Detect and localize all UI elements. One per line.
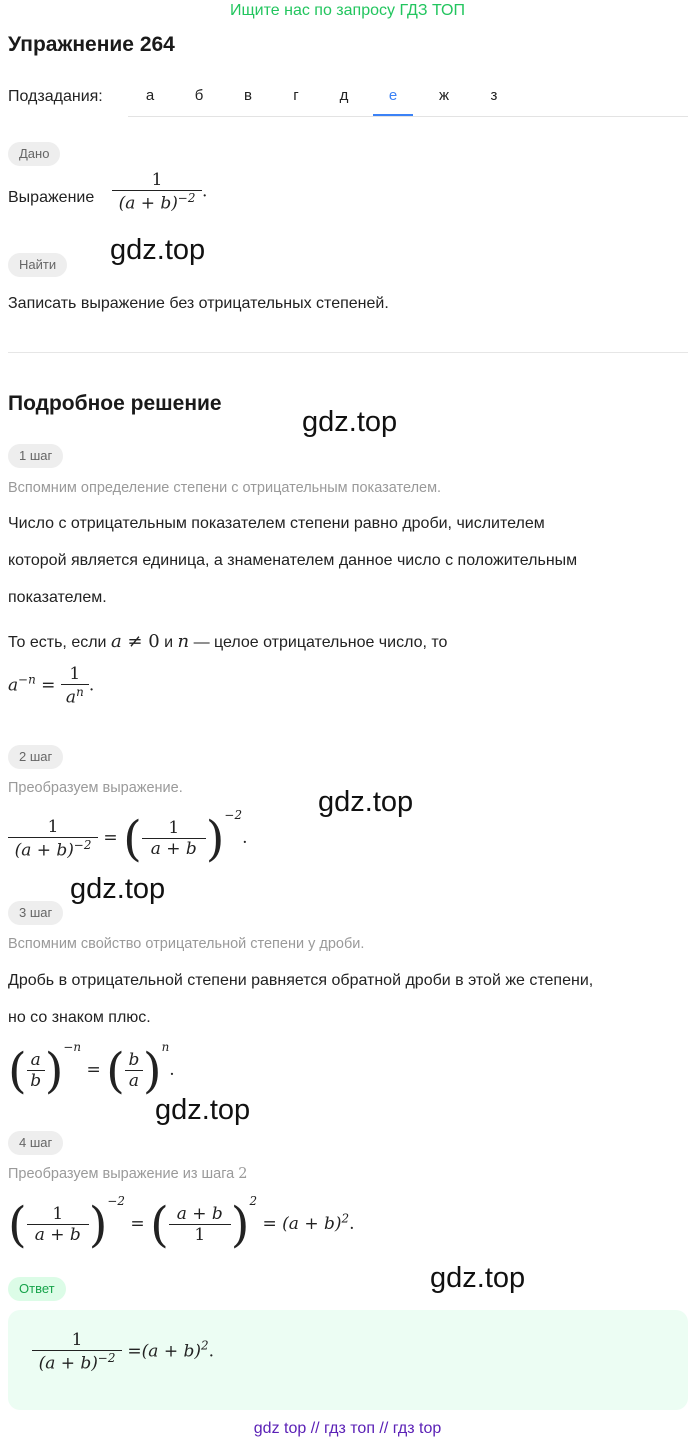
step-1-line-2: которой является единица, а знаменателем данное число с положительным [8, 552, 578, 569]
tab-zh[interactable]: ж [438, 87, 450, 104]
tab-a[interactable]: а [145, 87, 155, 104]
watermark-3: gdz.top [318, 786, 414, 818]
step-2-formula: $\frac{1}{(a + b)^{-2}}$ = ( $\frac{1}{a + b}$ )$^{-2}$. [8, 808, 247, 867]
cond-text-1: То есть, если [8, 634, 107, 651]
watermark-2: gdz.top [302, 406, 398, 438]
tab-g[interactable]: г [293, 87, 299, 104]
step-4-hint-ref: 2 [238, 1166, 248, 1182]
given-expression: $\frac{1}{(a + b)^{-2}}$ . [112, 170, 207, 214]
answer-formula: $\frac{1}{(a + b)^{-2}}$ $=(a + b)^2$. [32, 1330, 214, 1374]
step-4-badge: 4 шаг [8, 1131, 63, 1155]
watermark-1: gdz.top [110, 234, 206, 266]
given-badge: Дано [8, 142, 60, 166]
step-2-badge: 2 шаг [8, 745, 63, 769]
page-title: Упражнение 264 [8, 33, 175, 56]
watermark-4: gdz.top [70, 873, 166, 905]
watermark-6: gdz.top [430, 1262, 526, 1294]
watermark-5: gdz.top [155, 1094, 251, 1126]
step-1-hint: Вспомним определение степени с отрицательным показателем. [8, 480, 442, 496]
section-divider [8, 352, 688, 353]
subtasks-label: Подзадания: [8, 88, 103, 105]
tab-b[interactable]: б [194, 87, 204, 104]
step-1-formula: $a^{-n}$ = $\frac{1}{a^n}$ . [8, 664, 95, 708]
step-1-line-1: Число с отрицательным показателем степени равно дроби, числителем [8, 515, 545, 532]
step-2-hint: Преобразуем выражение. [8, 780, 183, 796]
search-banner: Ищите нас по запросу ГДЗ ТОП [230, 2, 465, 19]
step-3-line-2: но со знаком плюс. [8, 1009, 151, 1026]
tab-v[interactable]: в [244, 87, 252, 104]
step-1-line-3: показателем. [8, 589, 107, 606]
tab-z[interactable]: з [490, 87, 498, 104]
step-1-condition: То есть, если a ≠ 0 и n — целое отрицательное число, то [8, 631, 448, 652]
step-3-line-1: Дробь в отрицательной степени равняется обратной дроби в этой же степени, [8, 972, 594, 989]
given-text: Выражение [8, 189, 95, 206]
tab-d[interactable]: д [339, 87, 349, 104]
step-3-formula: ( $\frac{a}{b}$ )$^{-n}$ = ( $\frac{b}{a}$ )$^n$. [8, 1040, 175, 1099]
tab-e-active[interactable]: е [373, 76, 413, 116]
find-text: Записать выражение без отрицательных степеней. [8, 295, 389, 312]
cond-text-2: и [164, 634, 174, 651]
step-4-hint [8, 1166, 248, 1182]
answer-badge: Ответ [8, 1277, 66, 1301]
step-1-badge: 1 шаг [8, 444, 63, 468]
find-badge: Найти [8, 253, 67, 277]
subtasks-tabs [128, 76, 688, 117]
step-4-formula: ( $\frac{1}{a + b}$ )$^{-2}$ = ( $\frac{a + b}{1}$ )$^2 = (a + b)^2$. [8, 1194, 355, 1253]
footer-links[interactable]: gdz top // гдз топ // гдз top [253, 1420, 442, 1437]
step-4-hint-text: Преобразуем выражение из шага [8, 1166, 235, 1182]
step-3-hint: Вспомним свойство отрицательной степени у дроби. [8, 936, 365, 952]
solution-title: Подробное решение [8, 392, 222, 415]
step-3-badge: 3 шаг [8, 901, 63, 925]
cond-text-3: — целое отрицательное число, то [193, 634, 448, 651]
